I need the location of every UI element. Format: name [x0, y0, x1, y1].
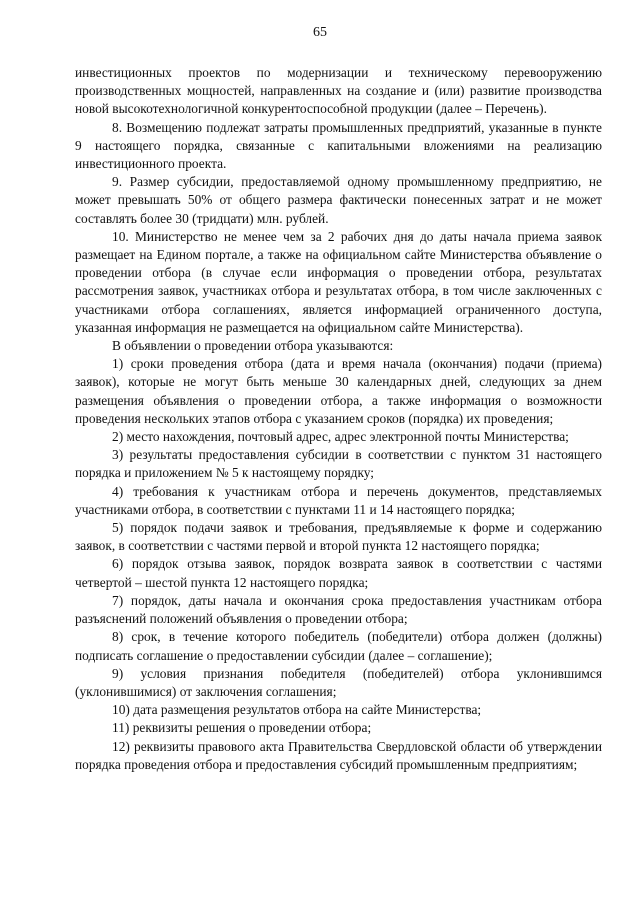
list-item-6: 6) порядок отзыва заявок, порядок возврата заявок в соответствии с частями четвертой – шестой пункта 12 настоящего порядка;: [75, 556, 602, 590]
paragraph-continuation: инвестиционных проектов по модернизации и техническому перевооружению производственных мощностей, направленных на создание и (или) развитие производства новой высокотехнологичной конкурентоспособной продукции (далее – Перечень).: [75, 65, 602, 117]
list-item-7: 7) порядок, даты начала и окончания срока предоставления участникам отбора разъяснений положений объявления о проведении отбора;: [75, 592, 602, 627]
paragraph-announcement-intro: В объявлении о проведении отбора указываются:: [112, 338, 394, 354]
list-item-1: 1) сроки проведения отбора (дата и время начала (окончания) подачи (приема) заявок), которые не могут быть меньше 30 календарных дней, следующих за днем размещения объявления о проведении отбора, а также информация о возможности проведения нескольких этапов отбора с указанием сроков (порядка) их проведения;: [75, 356, 602, 426]
list-item-11: 11) реквизиты решения о проведении отбора;: [112, 720, 372, 736]
page-number: 65: [313, 25, 327, 40]
list-item-9: 9) условия признания победителя (победителей) отбора уклонившимся (уклонившимися) от заключения соглашения;: [75, 665, 602, 699]
list-item-5: 5) порядок подачи заявок и требования, предъявляемые к форме и содержанию заявок, в соответствии с частями первой и второй пункта 12 настоящего порядка;: [75, 520, 602, 554]
document-body: [75, 64, 602, 774]
list-item-3: 3) результаты предоставления субсидии в соответствии с пунктом 31 настоящего порядка и приложением № 5 к настоящему порядку;: [75, 447, 602, 481]
paragraph-item-9: 9. Размер субсидии, предоставляемой одному промышленному предприятию, не может превышать 50% от общего размера фактически понесенных затрат и не может составлять более 30 (тридцати) млн. рублей.: [75, 174, 602, 226]
paragraph-item-10: 10. Министерство не менее чем за 2 рабочих дня до даты начала приема заявок размещает на Едином портале, а также на официальном сайте Министерства объявление о проведении отбора (в случае если информация о проведении отбора, результатах рассмотрения заявок, участниках отбора и результатах отбора, в том числе заключенных с участниками отбора соглашениях, является информацией ограниченного доступа, указанная информация не размещается на официальном сайте Министерства).: [75, 228, 602, 335]
list-item-2: 2) место нахождения, почтовый адрес, адрес электронной почты Министерства;: [112, 429, 569, 445]
list-item-12: 12) реквизиты правового акта Правительства Свердловской области об утверждении порядка проведения отбора и предоставления субсидий промышленным предприятиям;: [75, 738, 602, 772]
list-item-10: 10) дата размещения результатов отбора на сайте Министерства;: [112, 702, 482, 718]
list-item-4: 4) требования к участникам отбора и перечень документов, представляемых участниками отбора, в соответствии с пунктами 11 и 14 настоящего порядка;: [75, 483, 602, 517]
list-item-8: 8) срок, в течение которого победитель (победители) отбора должен (должны) подписать соглашение о предоставлении субсидии (далее – соглашение);: [75, 629, 602, 663]
paragraph-item-8: 8. Возмещению подлежат затраты промышленных предприятий, указанные в пункте 9 настоящего порядка, связанные с капитальными вложениями на реализацию инвестиционного проекта.: [75, 119, 602, 172]
